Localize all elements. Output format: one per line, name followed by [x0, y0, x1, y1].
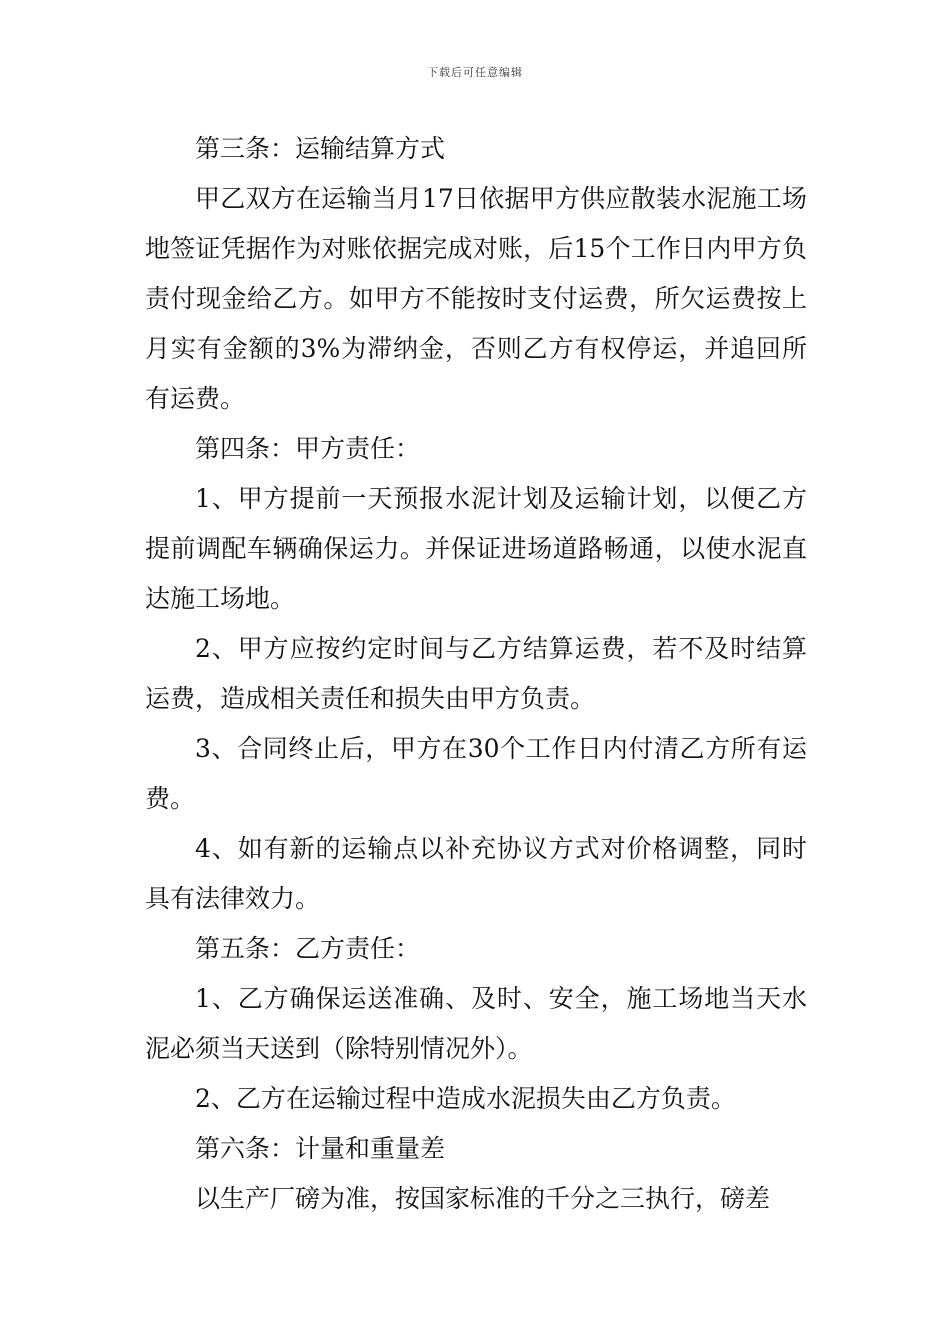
clause-party-a-2: 2、甲方应按约定时间与乙方结算运费，若不及时结算运费，造成相关责任和损失由甲方负责。	[145, 634, 807, 713]
document-body	[145, 124, 807, 1224]
paragraph-weighing: 以生产厂磅为准，按国家标准的千分之三执行，磅差	[195, 1184, 771, 1213]
clause-party-b-1: 1、乙方确保运送准确、及时、安全，施工场地当天水泥必须当天送到（除特别情况外）。	[145, 984, 807, 1063]
clause-party-a-4: 4、如有新的运输点以补充协议方式对价格调整，同时具有法律效力。	[145, 834, 807, 913]
clause-party-b-2: 2、乙方在运输过程中造成水泥损失由乙方负责。	[195, 1084, 736, 1113]
clause-party-a-3: 3、合同终止后，甲方在30个工作日内付清乙方所有运费。	[145, 734, 807, 813]
section-heading-article-4: 第四条：甲方责任：	[195, 434, 421, 463]
section-heading-article-3: 第三条：运输结算方式	[195, 134, 446, 163]
section-heading-article-6: 第六条：计量和重量差	[195, 1134, 446, 1163]
section-heading-article-5: 第五条：乙方责任：	[195, 934, 421, 963]
paragraph-settlement: 甲乙双方在运输当月17日依据甲方供应散装水泥施工场地签证凭据作为对账依据完成对账，后15个工作日内甲方负责付现金给乙方。如甲方不能按时支付运费，所欠运费按上月实有金额的3%为滞纳金，否则乙方有权停运，并追回所有运费。	[145, 184, 807, 413]
clause-party-a-1: 1、甲方提前一天预报水泥计划及运输计划，以便乙方提前调配车辆确保运力。并保证进场道路畅通，以使水泥直达施工场地。	[145, 484, 807, 613]
page-header: 下载后可任意编辑	[427, 66, 523, 79]
